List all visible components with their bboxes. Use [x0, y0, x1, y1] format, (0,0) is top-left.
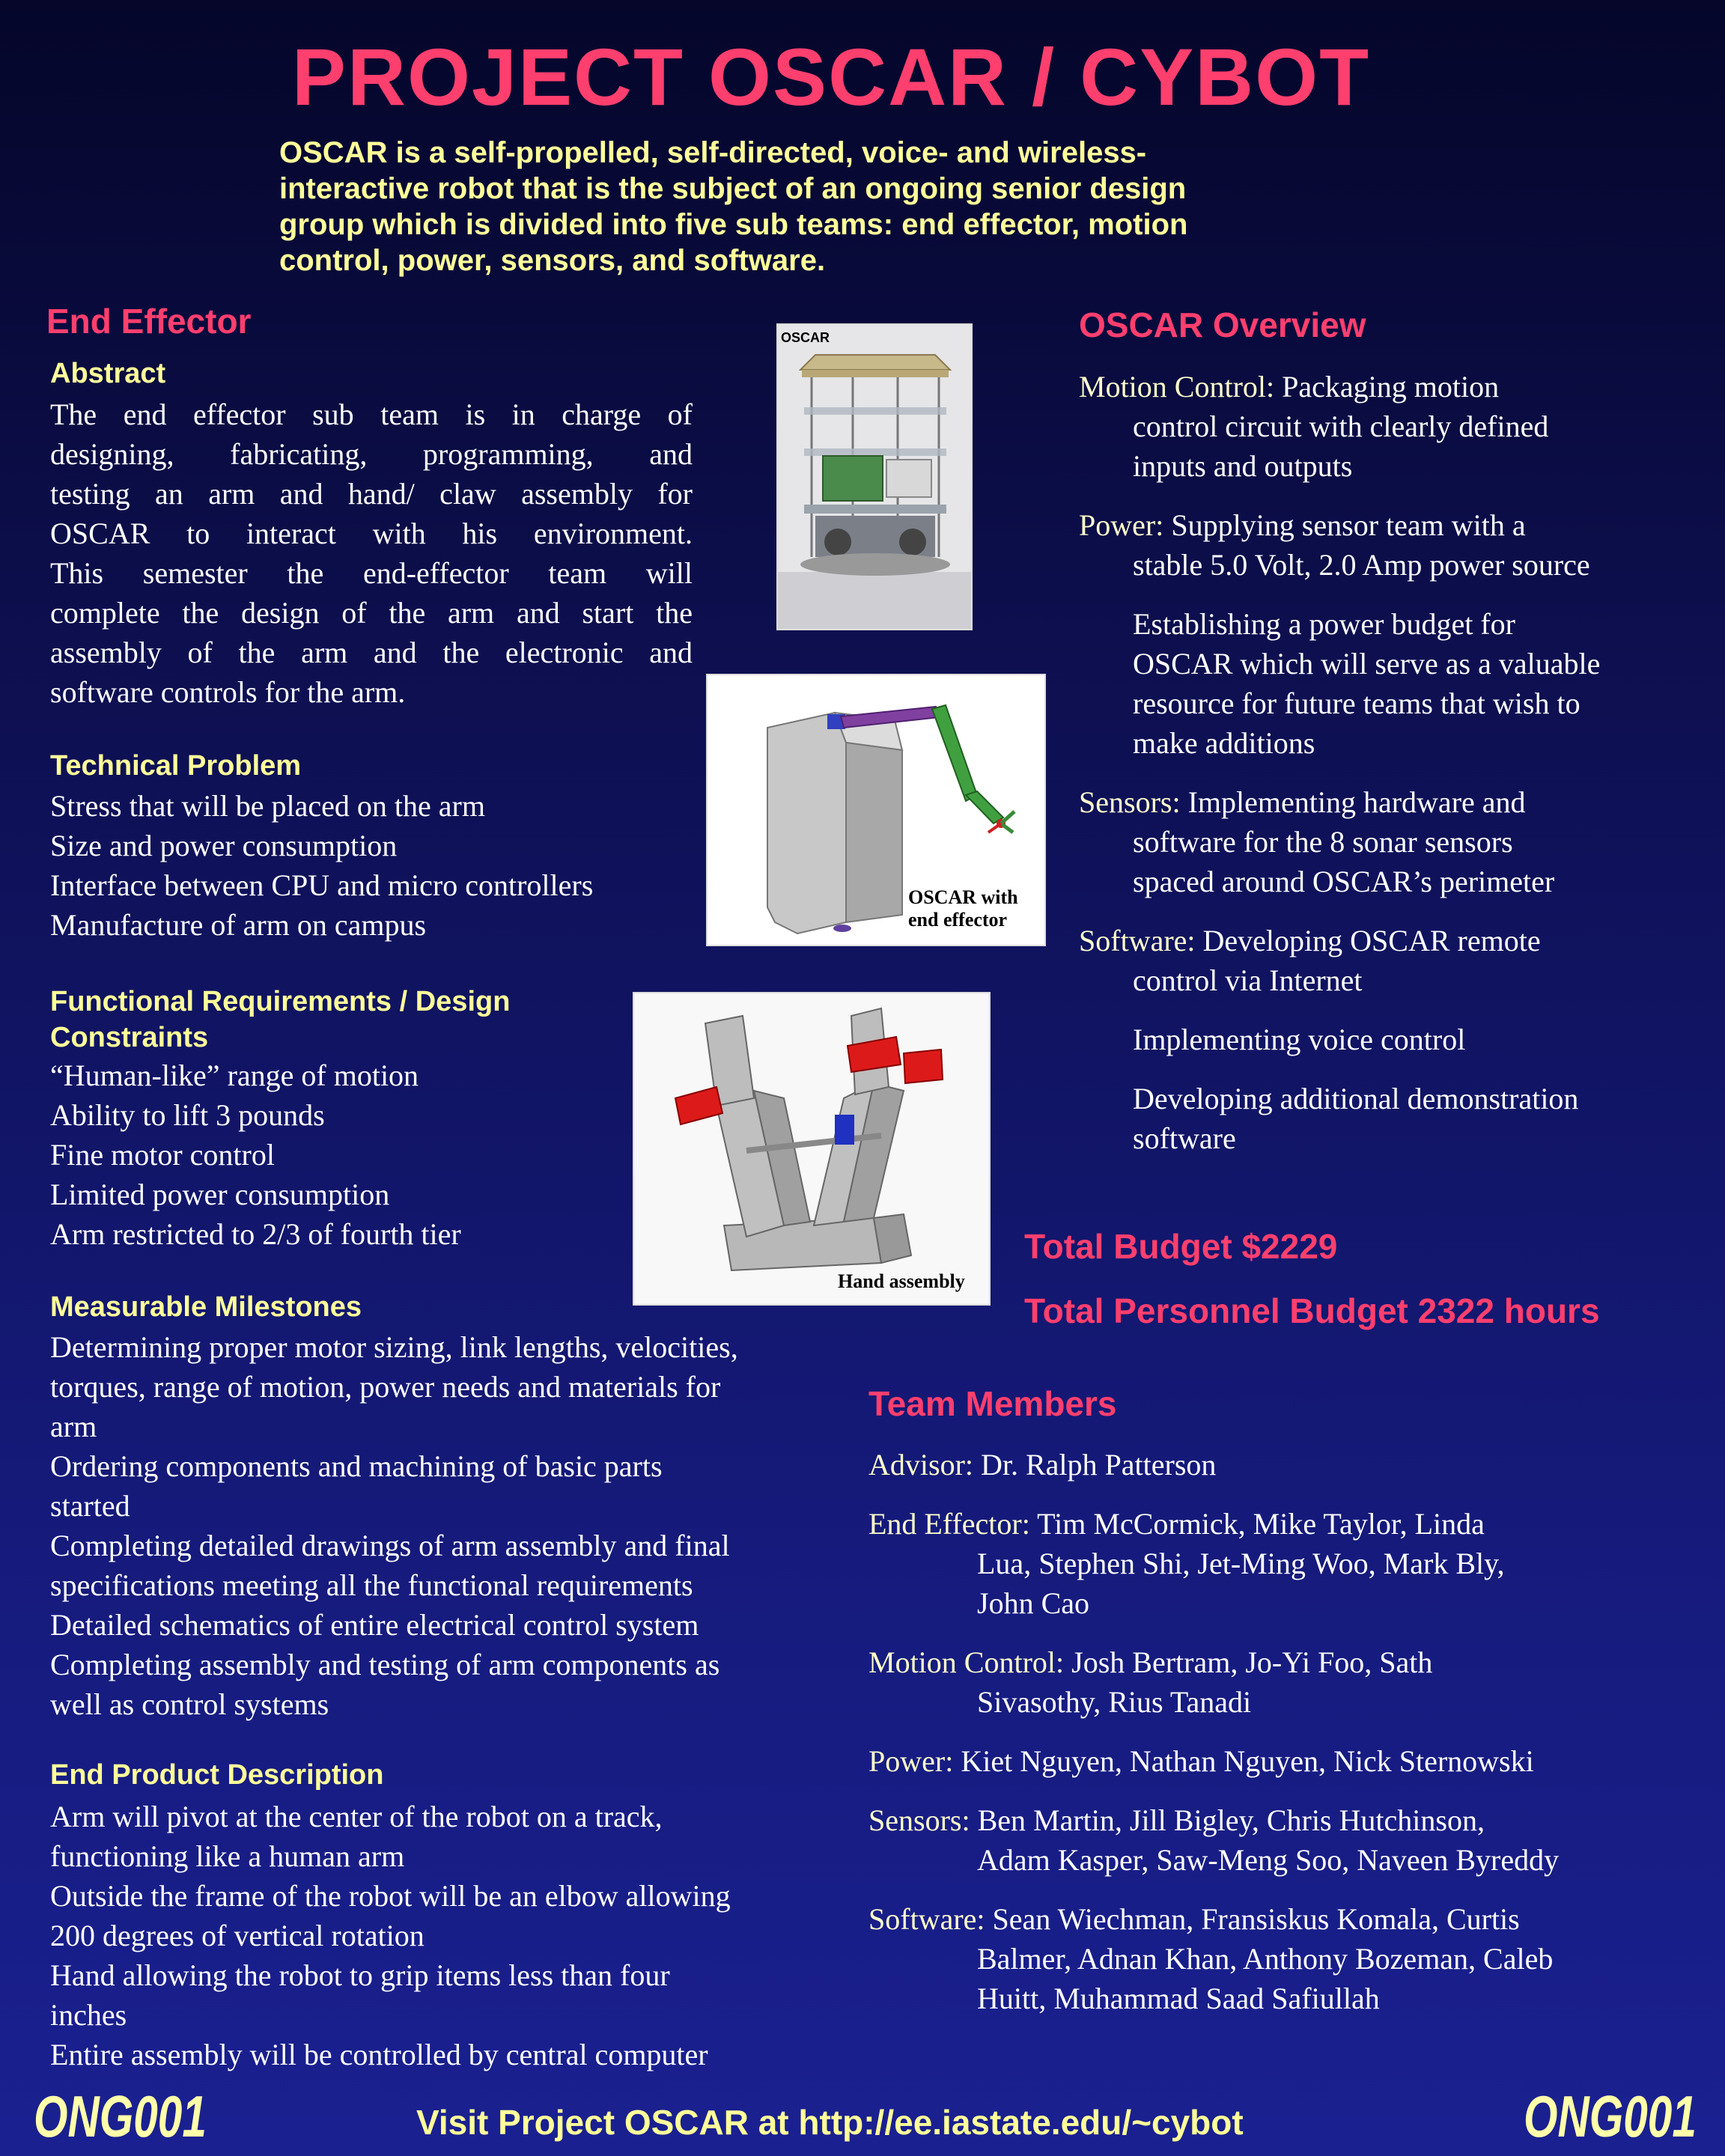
milestone-line: specifications meeting all the functional requirements: [50, 1568, 693, 1602]
functional-heading-line: Functional Requirements / Design: [50, 986, 511, 1017]
technical-problem-item: Size and power consumption: [50, 829, 398, 862]
end-product-line: inches: [50, 1998, 127, 2032]
milestone-line: Completing detailed drawings of arm assembly and final: [50, 1529, 730, 1562]
team-names: John Cao: [977, 1586, 1089, 1620]
total-personnel-budget: Total Personnel Budget 2322 hours: [1024, 1291, 1600, 1330]
overview-label: Sensors:: [1079, 785, 1181, 819]
overview-list: [1079, 367, 1715, 1178]
overview-item-demo: [1079, 1079, 1715, 1158]
end-effector-heading: End Effector: [46, 302, 252, 341]
milestone-line: Detailed schematics of entire electrical control system: [50, 1608, 699, 1642]
overview-label: Motion Control:: [1079, 370, 1275, 404]
team-members-heading: Team Members: [868, 1384, 1117, 1423]
end-product-line: functioning like a human arm: [50, 1839, 405, 1873]
overview-item-voice: [1079, 1020, 1715, 1059]
abstract-line: assembly of the arm and the electronic and: [50, 636, 693, 669]
overview-text: control circuit with clearly defined: [1133, 409, 1549, 443]
team-names: Dr. Ralph Patterson: [973, 1448, 1217, 1482]
team-label: Software:: [868, 1902, 985, 1936]
project-code-right: ONG001: [1524, 2083, 1697, 2149]
overview-text: Developing additional demonstration: [1133, 1082, 1579, 1115]
overview-text: spaced around OSCAR’s perimeter: [1133, 865, 1555, 898]
overview-text: software for the 8 sonar sensors: [1133, 825, 1513, 859]
milestones-list: [50, 1327, 859, 1724]
team-software: [868, 1899, 1715, 2018]
hand-assembly-illustration: [634, 993, 989, 1304]
end-product-line: Hand allowing the robot to grip items less than four: [50, 1958, 670, 1992]
functional-requirements-list: [50, 1056, 634, 1254]
oscar-robot-illustration: [778, 325, 971, 629]
technical-problem-item: Stress that will be placed on the arm: [50, 789, 485, 823]
oscar-end-effector-render: [706, 674, 1046, 946]
overview-text: stable 5.0 Volt, 2.0 Amp power source: [1133, 548, 1590, 582]
milestone-line: Completing assembly and testing of arm components as: [50, 1648, 720, 1681]
team-names: Lua, Stephen Shi, Jet-Ming Woo, Mark Bly,: [977, 1547, 1505, 1580]
functional-requirement-item: “Human-like” range of motion: [50, 1059, 419, 1092]
functional-requirements-heading: [50, 984, 510, 1056]
abstract-heading: Abstract: [50, 358, 166, 389]
poster-title: PROJECT OSCAR / CYBOT: [291, 31, 1371, 122]
overview-text: Packaging motion: [1274, 370, 1500, 404]
abstract-line: complete the design of the arm and start the: [50, 596, 693, 630]
functional-requirement-item: Arm restricted to 2/3 of fourth tier: [50, 1217, 461, 1251]
overview-label: Power:: [1079, 508, 1164, 542]
intro-line: group which is divided into five sub teams: end effector, motion: [279, 208, 1188, 241]
end-product-line: Outside the frame of the robot will be an elbow allowing: [50, 1879, 731, 1913]
team-names: Huitt, Muhammad Saad Safiullah: [977, 1982, 1380, 2015]
team-names: Josh Bertram, Jo-Yi Foo, Sath: [1064, 1645, 1433, 1679]
milestone-line: arm: [50, 1410, 97, 1443]
team-label: Power:: [868, 1744, 954, 1778]
technical-problem-item: Manufacture of arm on campus: [50, 908, 427, 942]
overview-item-power: [1079, 505, 1715, 585]
render-caption-line-1: OSCAR with: [908, 886, 1018, 908]
technical-problem-item: Interface between CPU and micro controllers: [50, 868, 594, 902]
team-end-effector: [868, 1504, 1715, 1623]
overview-text: Developing OSCAR remote: [1195, 924, 1541, 957]
overview-text: make additions: [1133, 726, 1315, 760]
team-power: [868, 1741, 1715, 1781]
team-motion-control: [868, 1642, 1715, 1722]
team-label: Sensors:: [868, 1803, 970, 1837]
team-advisor: [868, 1445, 1715, 1484]
overview-item-sensors: [1079, 782, 1715, 901]
functional-requirement-item: Ability to lift 3 pounds: [50, 1098, 325, 1132]
overview-text: inputs and outputs: [1133, 449, 1353, 483]
total-budget: Total Budget $2229: [1024, 1227, 1338, 1266]
technical-problem-heading: Technical Problem: [50, 750, 302, 782]
milestones-heading: Measurable Milestones: [50, 1291, 362, 1323]
overview-item-motion: [1079, 367, 1715, 486]
abstract-text: [50, 395, 693, 712]
milestone-line: well as control systems: [50, 1687, 329, 1721]
abstract-line: testing an arm and hand/ claw assembly for: [50, 477, 693, 511]
hand-assembly-render: [633, 992, 991, 1306]
intro-line: OSCAR is a self-propelled, self-directed, voice- and wireless-: [279, 136, 1147, 169]
technical-problem-list: [50, 786, 709, 945]
milestone-line: torques, range of motion, power needs and materials for: [50, 1370, 721, 1404]
abstract-line: software controls for the arm.: [50, 675, 406, 709]
end-product-list: [50, 1797, 859, 2074]
team-names: Kiet Nguyen, Nathan Nguyen, Nick Sternowski: [953, 1744, 1534, 1778]
end-product-line: Arm will pivot at the center of the robot on a track,: [50, 1800, 663, 1833]
intro-line: interactive robot that is the subject of an ongoing senior design: [279, 172, 1187, 205]
abstract-line: designing, fabricating, programming, and: [50, 437, 693, 471]
oscar-photo-label: OSCAR: [781, 330, 830, 345]
intro-paragraph: [279, 135, 1342, 278]
overview-text: OSCAR which will serve as a valuable: [1133, 647, 1601, 680]
render-caption-line-2: end effector: [908, 909, 1008, 931]
overview-item-power-budget: [1079, 604, 1715, 763]
visit-link[interactable]: Visit Project OSCAR at http://ee.iastate.edu/~cybot: [416, 2103, 1244, 2142]
end-product-heading: End Product Description: [50, 1759, 384, 1791]
abstract-line: This semester the end-effector team will: [50, 556, 693, 590]
milestone-line: started: [50, 1489, 130, 1523]
overview-heading: OSCAR Overview: [1079, 305, 1366, 344]
overview-text: software: [1133, 1121, 1236, 1155]
functional-requirement-item: Fine motor control: [50, 1138, 275, 1172]
overview-label: Software:: [1079, 924, 1196, 957]
team-members-list: [868, 1445, 1715, 2038]
overview-text: resource for future teams that wish to: [1133, 686, 1581, 720]
oscar-photo: [776, 323, 973, 630]
team-names: Sivasothy, Rius Tanadi: [977, 1685, 1252, 1719]
hand-assembly-caption: Hand assembly: [838, 1270, 965, 1292]
team-names: Balmer, Adnan Khan, Anthony Bozeman, Caleb: [977, 1942, 1554, 1976]
team-label: End Effector:: [868, 1507, 1030, 1541]
team-sensors: [868, 1800, 1715, 1880]
end-product-line: Entire assembly will be controlled by central computer: [50, 2038, 708, 2071]
overview-text: Implementing voice control: [1133, 1023, 1466, 1056]
overview-text: Implementing hardware and: [1180, 785, 1526, 819]
end-product-line: 200 degrees of vertical rotation: [50, 1919, 425, 1952]
team-names: Adam Kasper, Saw-Meng Soo, Naveen Byreddy: [977, 1843, 1560, 1877]
overview-item-software: [1079, 921, 1715, 1000]
functional-heading-line: Constraints: [50, 1022, 209, 1053]
team-names: Sean Wiechman, Fransiskus Komala, Curtis: [985, 1902, 1520, 1936]
overview-text: Establishing a power budget for: [1133, 607, 1515, 641]
functional-requirement-item: Limited power consumption: [50, 1178, 390, 1211]
team-names: Ben Martin, Jill Bigley, Chris Hutchinson,: [970, 1803, 1485, 1837]
overview-text: control via Internet: [1133, 963, 1363, 997]
project-code-left: ONG001: [34, 2083, 207, 2149]
abstract-line: OSCAR to interact with his environment.: [50, 517, 693, 550]
team-names: Tim McCormick, Mike Taylor, Linda: [1029, 1507, 1485, 1541]
team-label: Advisor:: [868, 1448, 973, 1482]
milestone-line: Ordering components and machining of basic parts: [50, 1449, 663, 1483]
team-label: Motion Control:: [868, 1645, 1065, 1679]
milestone-line: Determining proper motor sizing, link lengths, velocities,: [50, 1330, 738, 1364]
abstract-line: The end effector sub team is in charge of: [50, 398, 693, 431]
overview-text: Supplying sensor team with a: [1163, 508, 1526, 542]
intro-line: control, power, sensors, and software.: [279, 244, 826, 277]
